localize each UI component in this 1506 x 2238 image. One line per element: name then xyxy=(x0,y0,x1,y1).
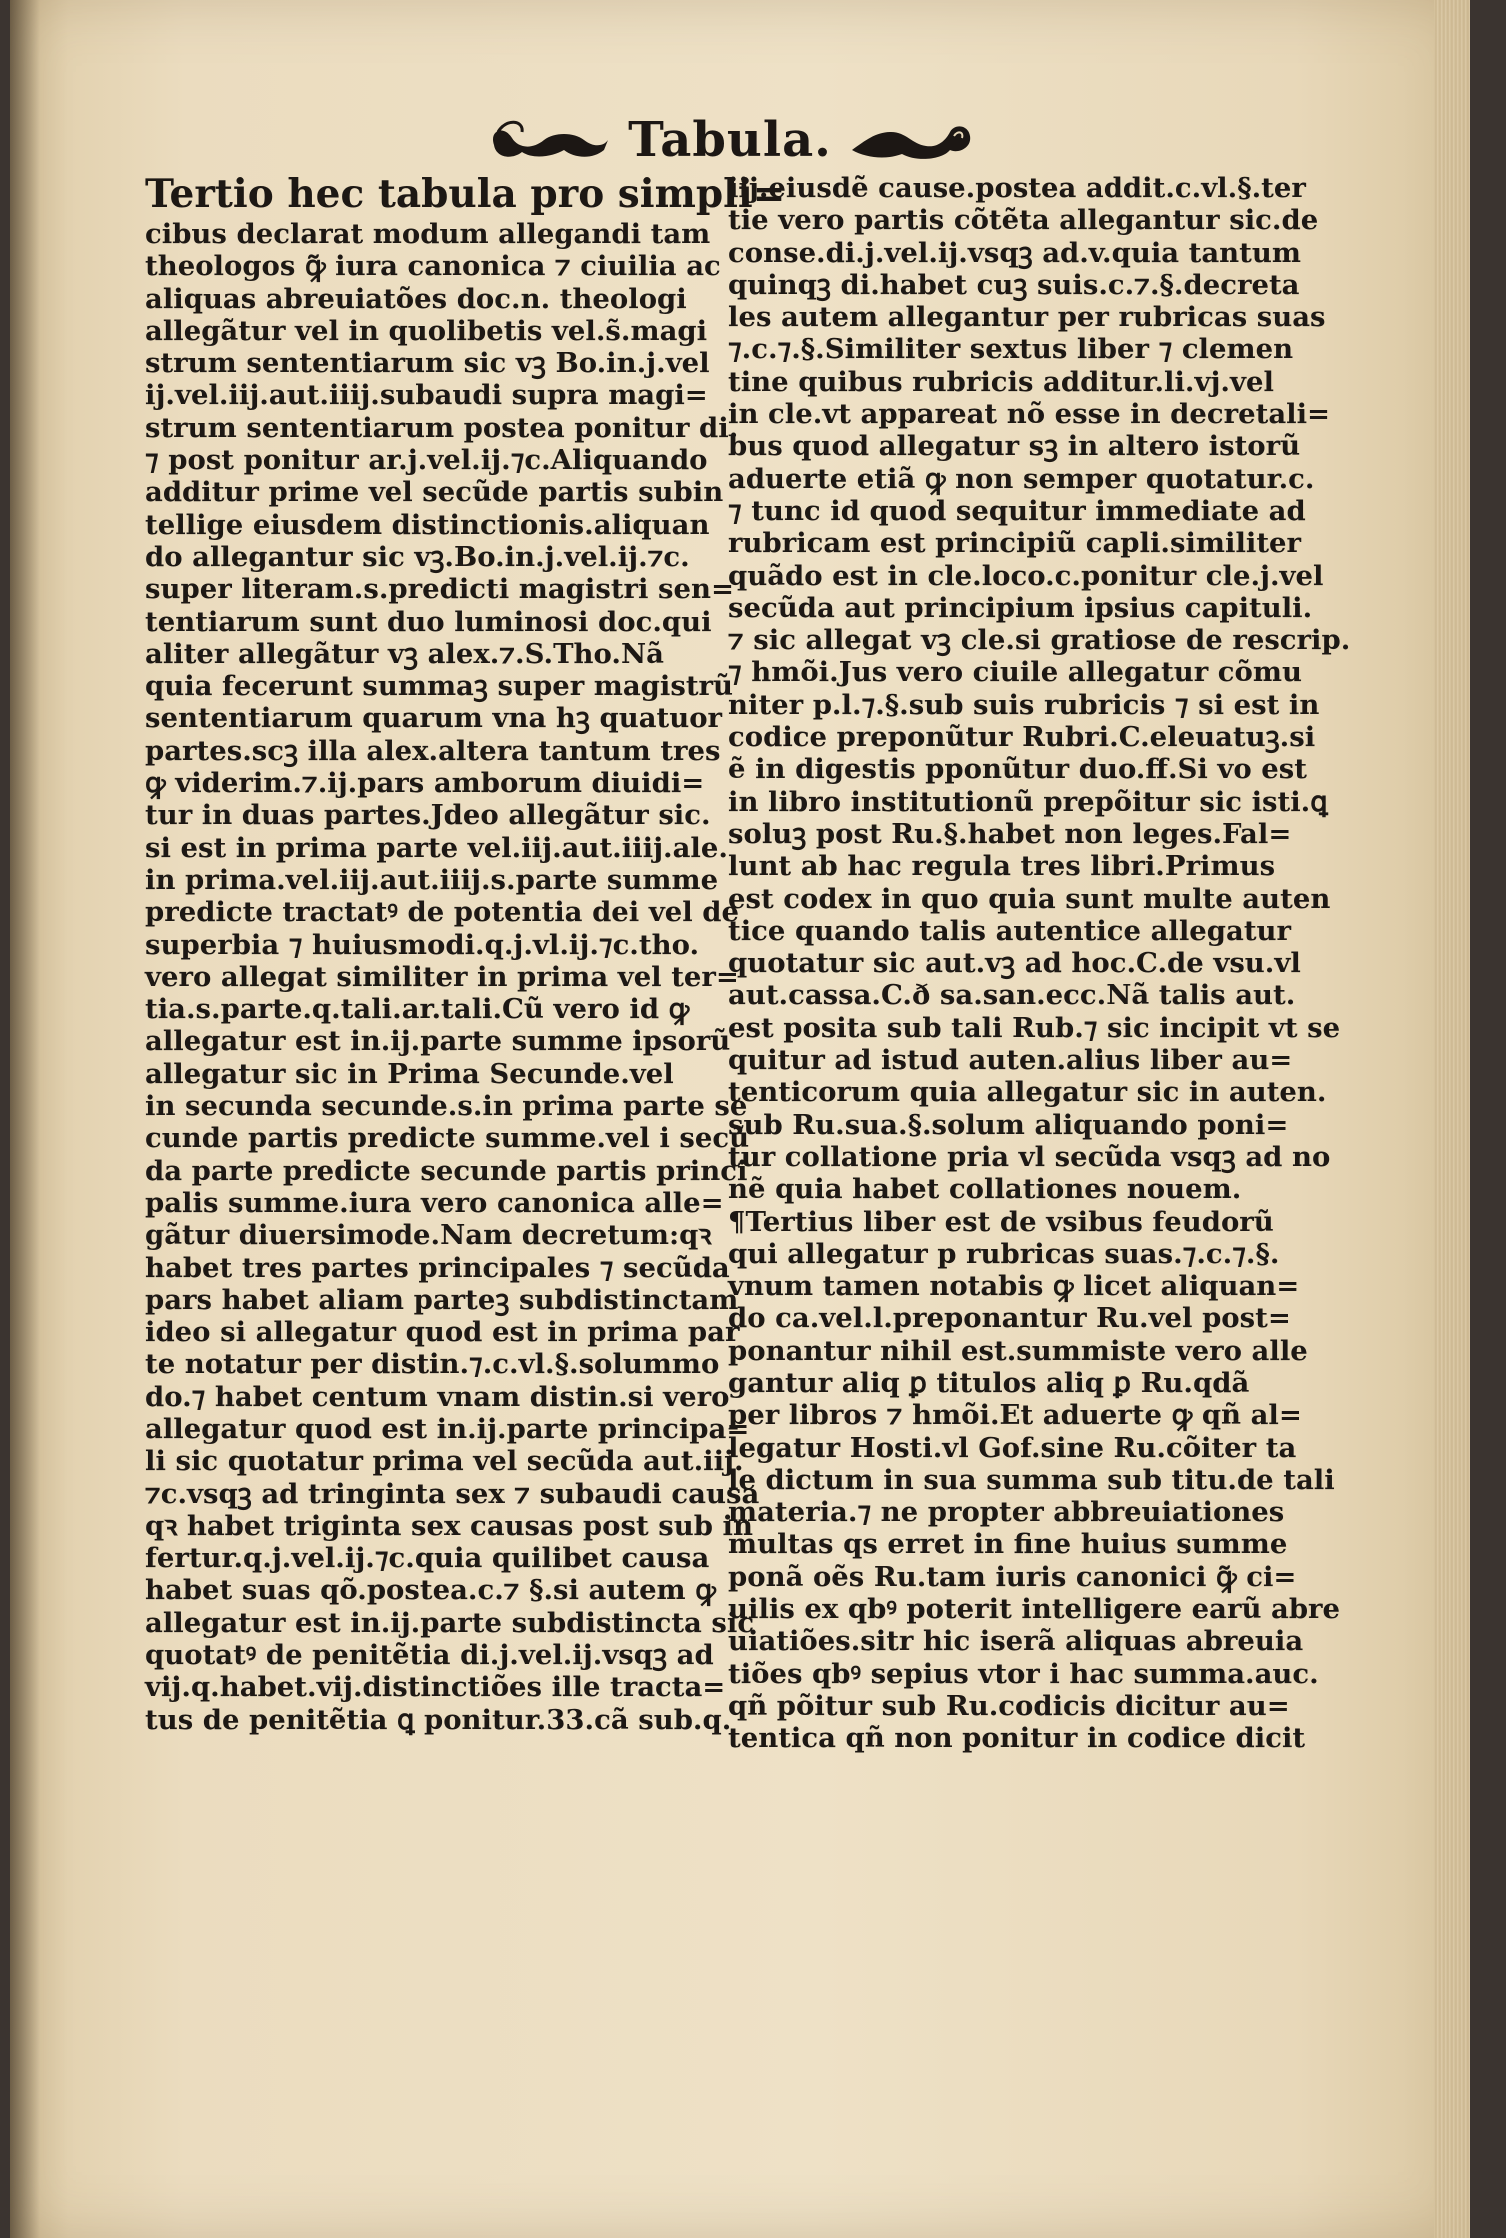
text-line: qñ põitur sub Ru.codicis dicitur au= xyxy=(728,1689,1290,1722)
text-line: legatur Hosti.vl Gof.sine Ru.cõiter ta xyxy=(728,1431,1297,1464)
text-line: allegatur sic in Prima Secunde.vel xyxy=(145,1057,674,1090)
running-head-title: Tabula. xyxy=(628,112,832,168)
text-line: li sic quotatur prima vel secũda aut.iij. xyxy=(145,1445,744,1478)
text-line: le dictum in sua summa sub titu.de tali xyxy=(728,1463,1335,1496)
text-line: partes.scꝫ illa alex.altera tantum tres xyxy=(145,734,721,767)
text-line: allegatur est in.ij.parte summe ipsorũ xyxy=(145,1025,731,1058)
text-line: palis summe.iura vero canonica alle= xyxy=(145,1186,724,1219)
text-line: fertur.q.j.vel.ij.⁊c.quia quilibet causa xyxy=(145,1542,710,1575)
text-line: aut.cassa.C.ð sa.san.ecc.Nã talis aut. xyxy=(728,979,1296,1012)
text-line: uilis ex qbꝰ poterit intelligere earũ abre xyxy=(728,1593,1341,1626)
text-line: Tertio hec tabula pro simpli= xyxy=(145,171,786,217)
text-line: tia.s.parte.q.tali.ar.tali.Cũ vero id ꝙ xyxy=(145,993,690,1026)
text-line: quotatꝰ de penitẽtia di.j.vel.ij.vsqꝫ ad xyxy=(145,1639,714,1672)
text-line: allegatur est in.ij.parte subdistincta sic xyxy=(145,1606,755,1639)
text-line: habet tres partes principales ⁊ secũda xyxy=(145,1251,730,1284)
text-line: sententiarum quarum vna hꝫ quatuor xyxy=(145,702,723,735)
text-line: quitur ad istud auten.alius liber au= xyxy=(728,1044,1293,1077)
text-line: in secunda secunde.s.in prima parte se xyxy=(145,1090,748,1123)
text-line: materia.⁊ ne propter abbreuiationes xyxy=(728,1496,1285,1529)
text-line: ⁊ post ponitur ar.j.vel.ij.⁊c.Aliquando xyxy=(145,444,708,477)
text-line: vero allegat similiter in prima vel ter= xyxy=(145,960,739,993)
text-line: tur collatione pria vl secũda vsqꝫ ad no xyxy=(728,1140,1331,1173)
text-line: in libro institutionũ prepõitur sic isti.ꝗ xyxy=(728,785,1328,818)
text-line: vij.q.habet.vij.distinctiões ille tracta= xyxy=(145,1671,726,1704)
text-line: per libros ⁊ hmõi.Et aduerte ꝙ qñ al= xyxy=(728,1399,1302,1432)
text-line: nẽ quia habet collationes nouem. xyxy=(728,1173,1242,1206)
text-line: bus quod allegatur sꝫ in altero istorũ xyxy=(728,430,1301,463)
text-line: te notatur per distin.⁊.c.vl.§.solummo xyxy=(145,1348,720,1381)
text-line: uiatiões.sitr hic iserã aliquas abreuia xyxy=(728,1625,1304,1658)
running-head xyxy=(495,100,965,180)
text-line: ponã oẽs Ru.tam iuris canonici ꝙ̃ ci= xyxy=(728,1560,1297,1593)
text-line: super literam.s.predicti magistri sen= xyxy=(145,573,735,606)
text-line: do allegantur sic vꝫ.Bo.in.j.vel.ij.⁊c. xyxy=(145,540,690,573)
text-line: tus de penitẽtia ꝗ ponitur.33.cã sub.q. xyxy=(145,1703,732,1736)
text-line: codice preponũtur Rubri.C.eleuatuꝫ.si xyxy=(728,721,1316,754)
text-line: ⁊.c.⁊.§.Similiter sextus liber ⁊ clemen xyxy=(728,333,1294,366)
text-line: predicte tractatꝰ de potentia dei vel de xyxy=(145,896,740,929)
text-line: sub Ru.sua.§.solum aliquando poni= xyxy=(728,1108,1289,1141)
text-line: quia fecerunt summaꝫ super magistrũ xyxy=(145,670,734,703)
text-line: gãtur diuersimode.Nam decretum:qꝛ xyxy=(145,1219,712,1252)
text-line: multas qs erret in fine huius summe xyxy=(728,1528,1288,1561)
text-line: qui allegatur p rubricas suas.⁊.c.⁊.§. xyxy=(728,1237,1280,1270)
text-line: ⁊ hmõi.Jus vero ciuile allegatur cõmu xyxy=(728,656,1302,689)
text-line: gantur aliq ꝑ titulos aliq ꝑ Ru.qdã xyxy=(728,1366,1250,1399)
text-line: est codex in quo quia sunt multe auten xyxy=(728,882,1331,915)
text-line: tice quando talis autentice allegatur xyxy=(728,914,1292,947)
text-line: ⁊c.vsqꝫ ad tringinta sex ⁊ subaudi causa xyxy=(145,1477,760,1510)
text-line: rubricam est principiũ capli.similiter xyxy=(728,527,1302,560)
text-line: ¶Tertius liber est de vsibus feudorũ xyxy=(728,1205,1274,1238)
right-text-column xyxy=(728,172,1351,1755)
text-line: cunde partis predicte summe.vel i secũ xyxy=(145,1122,750,1155)
text-line: in cle.vt appareat nõ esse in decretali= xyxy=(728,398,1331,431)
text-line: aduerte etiã ꝙ non semper quotatur.c. xyxy=(728,462,1315,495)
text-line: strum sententiarum postea ponitur di. xyxy=(145,411,739,444)
text-line: in prima.vel.iij.aut.iiij.s.parte summe xyxy=(145,863,719,896)
text-line: tine quibus rubricis additur.li.vj.vel xyxy=(728,365,1274,398)
text-line: niter p.l.⁊.§.sub suis rubricis ⁊ si est in xyxy=(728,688,1320,721)
text-line: quinqꝫ di.habet cuꝫ suis.c.⁊.§.decreta xyxy=(728,268,1300,301)
text-line: ⁊ sic allegat vꝫ cle.si gratiose de rescrip. xyxy=(728,624,1351,657)
text-line: allegatur quod est in.ij.parte principa= xyxy=(145,1412,750,1445)
text-line: aliquas abreuiatões doc.n. theologi xyxy=(145,282,687,315)
text-line: tenticorum quia allegatur sic in auten. xyxy=(728,1076,1327,1109)
left-text-column xyxy=(145,170,786,1736)
text-line: ẽ in digestis pponũtur duo.ff.Si vo est xyxy=(728,753,1307,786)
text-line: ⁊ tunc id quod sequitur immediate ad xyxy=(728,494,1306,527)
text-line: habet suas qõ.postea.c.⁊ §.si autem ꝙ xyxy=(145,1574,716,1607)
text-line: soluꝫ post Ru.§.habet non leges.Fal= xyxy=(728,817,1292,850)
text-line: lunt ab hac regula tres libri.Primus xyxy=(728,850,1276,883)
text-line: pars habet aliam parteꝫ subdistinctam xyxy=(145,1283,739,1316)
text-line: ponantur nihil est.summiste vero alle xyxy=(728,1334,1308,1367)
text-line: allegãtur vel in quolibetis vel.s̃.magi xyxy=(145,314,708,347)
text-line: tie vero partis cõtẽta allegantur sic.de xyxy=(728,204,1319,237)
text-line: ij.vel.iij.aut.iiij.subaudi supra magi= xyxy=(145,379,708,412)
text-line: tiões qbꝰ sepius vtor i hac summa.auc. xyxy=(728,1657,1319,1690)
text-line: quãdo est in cle.loco.c.ponitur cle.j.vel xyxy=(728,559,1324,592)
text-line: vnum tamen notabis ꝙ licet aliquan= xyxy=(728,1270,1300,1303)
left-fleuron-ornament xyxy=(484,110,614,170)
text-line: do ca.vel.l.preponantur Ru.vel post= xyxy=(728,1302,1291,1335)
text-line: tentiarum sunt duo luminosi doc.qui xyxy=(145,605,712,638)
text-line: tur in duas partes.Jdeo allegãtur sic. xyxy=(145,799,711,832)
text-line: superbia ⁊ huiusmodi.q.j.vl.ij.⁊c.tho. xyxy=(145,928,700,961)
text-line: conse.di.j.vel.ij.vsqꝫ ad.v.quia tantum xyxy=(728,236,1301,269)
text-line: da parte predicte secunde partis princi xyxy=(145,1154,748,1187)
book-page xyxy=(10,0,1470,2238)
text-line: tentica qñ non ponitur in codice dicit xyxy=(728,1722,1306,1755)
text-line: ꝙ viderim.⁊.ij.pars amborum diuidi= xyxy=(145,767,705,800)
text-line: qꝛ habet triginta sex causas post sub in xyxy=(145,1509,753,1542)
text-line: quotatur sic aut.vꝫ ad hoc.C.de vsu.vl xyxy=(728,947,1301,980)
text-line: ideo si allegatur quod est in prima par xyxy=(145,1316,740,1349)
text-line: les autem allegantur per rubricas suas xyxy=(728,301,1326,334)
text-line: si est in prima parte vel.iij.aut.iiij.ale. xyxy=(145,831,728,864)
text-line: tellige eiusdem distinctionis.aliquan xyxy=(145,508,710,541)
text-line: iij.eiusdẽ cause.postea addit.c.vl.§.ter xyxy=(728,172,1306,204)
right-fleuron-ornament xyxy=(846,110,976,170)
text-line: do.⁊ habet centum vnam distin.si vero xyxy=(145,1380,730,1413)
text-line: est posita sub tali Rub.⁊ sic incipit vt se xyxy=(728,1011,1341,1044)
page-edge xyxy=(1434,0,1470,2238)
text-line: additur prime vel secũde partis subin xyxy=(145,476,724,509)
text-line: strum sententiarum sic vꝫ Bo.in.j.vel xyxy=(145,347,710,380)
text-line: cibus declarat modum allegandi tam xyxy=(145,218,711,250)
text-line: aliter allegãtur vꝫ alex.⁊.S.Tho.Nã xyxy=(145,637,664,670)
text-line: secũda aut principium ipsius capituli. xyxy=(728,591,1313,624)
text-line: theologos ꝙ̃ iura canonica ⁊ ciuilia ac xyxy=(145,250,721,283)
spine-shadow xyxy=(10,0,40,2238)
